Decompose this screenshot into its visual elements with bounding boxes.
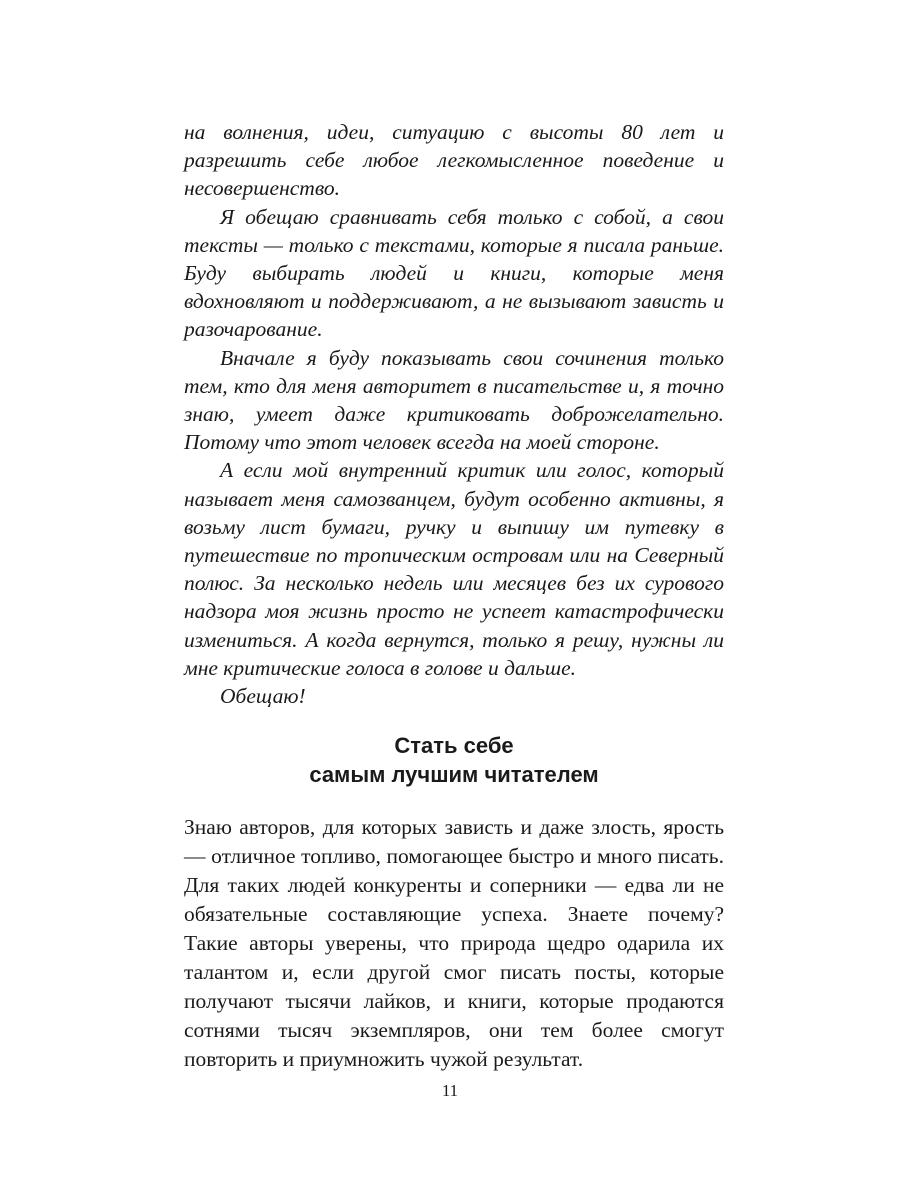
paragraph-inner-critic: А если мой внутренний критик или голос, который называет меня самозванцем, будут особенно активны, я возьму лист бумаги, ручку и выпишу им путевку в путешествие по тропическим островам или на Северный полюс. За несколько недель или месяцев без их сурового надзора моя жизнь просто не успеет катастрофически измениться. А когда вернутся, только я решу, нужны ли мне критические голоса в голове и дальше. [184,458,724,680]
heading-line-1: Стать себе [394,733,514,758]
paragraph-show-works: Вначале я буду показывать свои сочинения только тем, кто для меня авторитет в писательстве и, я точно знаю, умеет даже критиковать доброжелательно. Потому что этот человек всегда на моей стороне. [184,345,724,455]
paragraph-authors: Знаю авторов, для которых зависть и даже злость, ярость — отличное топливо, помогающее быстро и много писать. Для таких людей конкуренты и соперники — едва ли не обязательные составляющие успеха. Знаете почему? Такие авторы уверены, что природа щедро одарила их талантом и, если другой смог писать посты, которые получают тысячи лайков, и книги, которые продаются сотнями тысяч экземпляров, они тем более смогут повторить и приумножить чужой результат. [184,815,724,1071]
paragraph-promise: Обещаю! [220,684,306,709]
heading-line-2: самым лучшим читателем [309,762,599,787]
italic-text-section [184,118,724,710]
section-heading [184,731,724,789]
body-text-section [184,813,724,1074]
paragraph-continuation: на волнения, идеи, ситуацию с высоты 80 лет и разрешить себе любое легкомысленное поведение и несовершенство. [184,120,724,201]
paragraph-compare-promise: Я обещаю сравнивать себя только с собой, а свои тексты — только с текстами, которые я писала раньше. Буду выбирать людей и книги, которые меня вдохновляют и поддерживают, а не вызывают зависть и разочарование. [184,204,724,342]
page-number: 11 [441,1081,459,1100]
